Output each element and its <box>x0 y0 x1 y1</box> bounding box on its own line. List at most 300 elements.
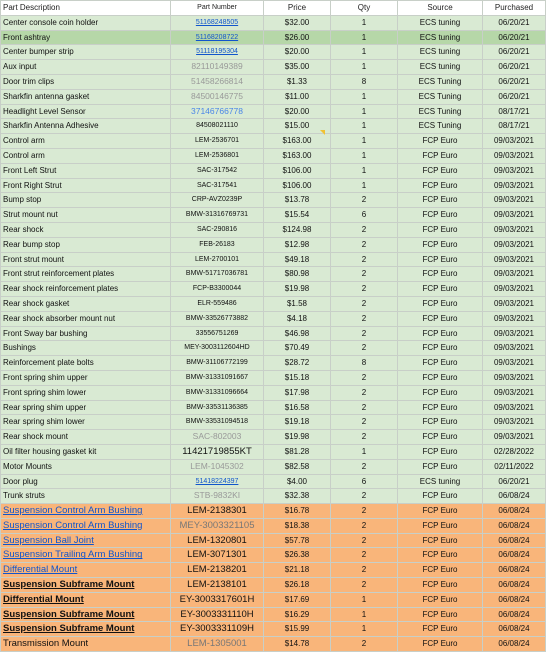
price-cell[interactable]: $124.98 <box>264 222 331 237</box>
qty-cell[interactable]: 2 <box>331 311 398 326</box>
table-row <box>1 119 546 134</box>
price-cell[interactable]: $19.18 <box>264 415 331 430</box>
part-description-cell[interactable]: Rear spring shim lower <box>1 415 171 430</box>
qty-cell[interactable]: 2 <box>331 637 398 652</box>
qty-cell[interactable]: 1 <box>331 178 398 193</box>
table-row <box>1 282 546 297</box>
source-cell[interactable]: FCP Euro <box>398 430 483 445</box>
part-number-cell[interactable]: BMW-33531136385 <box>171 400 264 415</box>
purchased-cell[interactable]: 09/03/2021 <box>483 282 546 297</box>
source-cell[interactable]: FCP Euro <box>398 548 483 563</box>
source-cell[interactable]: FCP Euro <box>398 518 483 533</box>
purchased-cell[interactable]: 06/20/21 <box>483 89 546 104</box>
qty-cell[interactable]: 1 <box>331 104 398 119</box>
price-cell[interactable]: $32.00 <box>264 15 331 30</box>
source-cell[interactable]: FCP Euro <box>398 267 483 282</box>
source-cell[interactable]: ECS Tuning <box>398 89 483 104</box>
part-description-cell[interactable]: Suspension Control Arm Bushing <box>1 518 171 533</box>
purchased-cell[interactable]: 06/08/24 <box>483 504 546 519</box>
source-cell[interactable]: FCP Euro <box>398 489 483 504</box>
qty-cell[interactable]: 1 <box>331 89 398 104</box>
part-description-cell[interactable]: Rear bump stop <box>1 237 171 252</box>
part-number-cell[interactable]: LEM-2536701 <box>171 134 264 149</box>
price-cell[interactable]: $26.00 <box>264 30 331 45</box>
purchased-cell[interactable]: 09/03/2021 <box>483 163 546 178</box>
part-number-cell[interactable]: 11421719855KT <box>171 444 264 459</box>
qty-cell[interactable]: 2 <box>331 370 398 385</box>
qty-cell[interactable]: 1 <box>331 134 398 149</box>
part-description-cell[interactable]: Strut mount nut <box>1 208 171 223</box>
qty-cell[interactable]: 6 <box>331 208 398 223</box>
source-cell[interactable]: FCP Euro <box>398 533 483 548</box>
part-description-cell[interactable]: Suspension Ball Joint <box>1 533 171 548</box>
part-number-cell[interactable]: LEM-3071301 <box>171 548 264 563</box>
qty-cell[interactable]: 1 <box>331 45 398 60</box>
price-cell[interactable]: $12.98 <box>264 237 331 252</box>
price-cell[interactable]: $32.38 <box>264 489 331 504</box>
part-description-cell[interactable]: Bump stop <box>1 193 171 208</box>
source-cell[interactable]: ECS tuning <box>398 60 483 75</box>
table-row <box>1 237 546 252</box>
qty-cell[interactable]: 2 <box>331 267 398 282</box>
purchased-cell[interactable]: 09/03/2021 <box>483 252 546 267</box>
source-cell[interactable]: FCP Euro <box>398 592 483 607</box>
part-number-cell[interactable]: 84508021110 <box>171 119 264 134</box>
price-cell[interactable]: $26.38 <box>264 548 331 563</box>
part-description-cell[interactable]: Front Sway bar bushing <box>1 326 171 341</box>
source-cell[interactable]: FCP Euro <box>398 326 483 341</box>
qty-cell[interactable]: 2 <box>331 430 398 445</box>
part-number-cell[interactable]: 84500146775 <box>171 89 264 104</box>
purchased-cell[interactable]: 09/03/2021 <box>483 385 546 400</box>
part-description-cell[interactable]: Sharkfin Antenna Adhesive <box>1 119 171 134</box>
qty-cell[interactable]: 2 <box>331 563 398 578</box>
table-row <box>1 45 546 60</box>
source-cell[interactable]: FCP Euro <box>398 222 483 237</box>
source-cell[interactable]: FCP Euro <box>398 415 483 430</box>
qty-cell[interactable]: 1 <box>331 444 398 459</box>
price-cell[interactable]: $20.00 <box>264 104 331 119</box>
header-price[interactable]: Price <box>264 1 331 16</box>
price-cell[interactable]: $15.00 <box>264 119 331 134</box>
part-description-cell[interactable]: Rear shock absorber mount nut <box>1 311 171 326</box>
source-cell[interactable]: FCP Euro <box>398 193 483 208</box>
purchased-cell[interactable]: 09/03/2021 <box>483 208 546 223</box>
part-number-cell[interactable]: EY-3003317601H <box>171 592 264 607</box>
part-description-cell[interactable]: Front spring shim upper <box>1 370 171 385</box>
table-row <box>1 30 546 45</box>
qty-cell[interactable]: 2 <box>331 400 398 415</box>
part-description-cell[interactable]: Center console coin holder <box>1 15 171 30</box>
qty-cell[interactable]: 2 <box>331 504 398 519</box>
purchased-cell[interactable]: 09/03/2021 <box>483 178 546 193</box>
table-row <box>1 341 546 356</box>
purchased-cell[interactable]: 08/17/21 <box>483 104 546 119</box>
purchased-cell[interactable]: 06/08/24 <box>483 518 546 533</box>
table-row <box>1 89 546 104</box>
part-number-cell[interactable]: 37146766778 <box>171 104 264 119</box>
table-row <box>1 592 546 607</box>
part-description-cell[interactable]: Headlight Level Sensor <box>1 104 171 119</box>
header-purchased[interactable]: Purchased <box>483 1 546 16</box>
table-row <box>1 607 546 622</box>
price-cell[interactable]: $106.00 <box>264 163 331 178</box>
table-row <box>1 148 546 163</box>
purchased-cell[interactable]: 06/08/24 <box>483 563 546 578</box>
purchased-cell[interactable]: 06/20/21 <box>483 474 546 489</box>
part-description-cell[interactable]: Suspension Trailing Arm Bushing <box>1 548 171 563</box>
price-cell[interactable]: $19.98 <box>264 282 331 297</box>
price-cell[interactable]: $46.98 <box>264 326 331 341</box>
part-description-cell[interactable]: Differential Mount <box>1 563 171 578</box>
part-number-cell[interactable]: CRP-AVZ0239P <box>171 193 264 208</box>
table-row <box>1 474 546 489</box>
purchased-cell[interactable]: 09/03/2021 <box>483 370 546 385</box>
part-description-cell[interactable]: Reinforcement plate bolts <box>1 356 171 371</box>
qty-cell[interactable]: 2 <box>331 237 398 252</box>
purchased-cell[interactable]: 09/03/2021 <box>483 193 546 208</box>
source-cell[interactable]: FCP Euro <box>398 385 483 400</box>
part-number-cell[interactable]: 51168208722 <box>171 30 264 45</box>
price-cell[interactable]: $17.69 <box>264 592 331 607</box>
qty-cell[interactable]: 2 <box>331 222 398 237</box>
part-number-cell[interactable]: BMW-31331091667 <box>171 370 264 385</box>
table-row <box>1 459 546 474</box>
source-cell[interactable]: ECS Tuning <box>398 119 483 134</box>
part-number-cell[interactable]: MEY-3003112604HD <box>171 341 264 356</box>
part-description-cell[interactable]: Suspension Control Arm Bushing <box>1 504 171 519</box>
source-cell[interactable]: ECS Tuning <box>398 104 483 119</box>
price-cell[interactable]: $1.58 <box>264 296 331 311</box>
purchased-cell[interactable]: 06/08/24 <box>483 548 546 563</box>
qty-cell[interactable]: 2 <box>331 459 398 474</box>
part-description-cell[interactable]: Aux input <box>1 60 171 75</box>
part-number-cell[interactable]: LEM-2138101 <box>171 578 264 593</box>
purchased-cell[interactable]: 06/20/21 <box>483 30 546 45</box>
price-cell[interactable]: $16.29 <box>264 607 331 622</box>
part-number-cell[interactable]: SAC-802003 <box>171 430 264 445</box>
price-cell[interactable]: $57.78 <box>264 533 331 548</box>
table-row <box>1 415 546 430</box>
price-cell[interactable]: $15.54 <box>264 208 331 223</box>
part-number-cell[interactable]: BMW-51717036781 <box>171 267 264 282</box>
header-source[interactable]: Source <box>398 1 483 16</box>
source-cell[interactable]: ECS tuning <box>398 15 483 30</box>
source-cell[interactable]: FCP Euro <box>398 356 483 371</box>
purchased-cell[interactable]: 09/03/2021 <box>483 222 546 237</box>
part-number-cell[interactable]: LEM-1305001 <box>171 637 264 652</box>
table-row <box>1 193 546 208</box>
part-number-cell[interactable]: SAC-317542 <box>171 163 264 178</box>
table-row <box>1 548 546 563</box>
part-description-cell[interactable]: Rear shock <box>1 222 171 237</box>
qty-cell[interactable]: 1 <box>331 148 398 163</box>
part-number-cell[interactable]: BMW-33531094518 <box>171 415 264 430</box>
part-description-cell[interactable]: Door plug <box>1 474 171 489</box>
price-cell[interactable]: $81.28 <box>264 444 331 459</box>
table-row <box>1 578 546 593</box>
table-row <box>1 178 546 193</box>
table-row <box>1 504 546 519</box>
purchased-cell[interactable]: 09/03/2021 <box>483 267 546 282</box>
part-description-cell[interactable]: Suspension Subframe Mount <box>1 578 171 593</box>
purchased-cell[interactable]: 06/08/24 <box>483 489 546 504</box>
part-number-cell[interactable]: 33556751269 <box>171 326 264 341</box>
price-cell[interactable]: $26.18 <box>264 578 331 593</box>
purchased-cell[interactable]: 06/20/21 <box>483 15 546 30</box>
source-cell[interactable]: FCP Euro <box>398 341 483 356</box>
part-number-cell[interactable]: SAC-290816 <box>171 222 264 237</box>
qty-cell[interactable]: 2 <box>331 518 398 533</box>
part-number-cell[interactable]: LEM-2536801 <box>171 148 264 163</box>
source-cell[interactable]: FCP Euro <box>398 622 483 637</box>
qty-cell[interactable]: 2 <box>331 385 398 400</box>
source-cell[interactable]: ECS tuning <box>398 45 483 60</box>
price-cell[interactable]: $20.00 <box>264 45 331 60</box>
price-cell[interactable]: $13.78 <box>264 193 331 208</box>
part-description-cell[interactable]: Front strut reinforcement plates <box>1 267 171 282</box>
qty-cell[interactable]: 2 <box>331 533 398 548</box>
qty-cell[interactable]: 2 <box>331 489 398 504</box>
source-cell[interactable]: FCP Euro <box>398 163 483 178</box>
table-row <box>1 533 546 548</box>
qty-cell[interactable]: 2 <box>331 252 398 267</box>
source-cell[interactable]: FCP Euro <box>398 134 483 149</box>
price-cell[interactable]: $82.58 <box>264 459 331 474</box>
part-description-cell[interactable]: Differential Mount <box>1 592 171 607</box>
header-part-number[interactable]: Part Number <box>171 1 264 16</box>
purchased-cell[interactable]: 02/28/2022 <box>483 444 546 459</box>
purchased-cell[interactable]: 09/03/2021 <box>483 415 546 430</box>
part-description-cell[interactable]: Control arm <box>1 148 171 163</box>
price-cell[interactable]: $15.99 <box>264 622 331 637</box>
comment-flag-icon[interactable] <box>320 130 325 135</box>
qty-cell[interactable]: 2 <box>331 341 398 356</box>
qty-cell[interactable]: 2 <box>331 193 398 208</box>
price-cell[interactable]: $15.18 <box>264 370 331 385</box>
source-cell[interactable]: ECS tuning <box>398 474 483 489</box>
part-description-cell[interactable]: Rear shock gasket <box>1 296 171 311</box>
purchased-cell[interactable]: 06/08/24 <box>483 533 546 548</box>
purchased-cell[interactable]: 09/03/2021 <box>483 341 546 356</box>
part-number-cell[interactable]: FEB-26183 <box>171 237 264 252</box>
part-description-cell[interactable]: Bushings <box>1 341 171 356</box>
price-cell[interactable]: $16.78 <box>264 504 331 519</box>
purchased-cell[interactable]: 06/08/24 <box>483 592 546 607</box>
price-cell[interactable]: $35.00 <box>264 60 331 75</box>
part-number-cell[interactable]: EY-3003331110H <box>171 607 264 622</box>
source-cell[interactable]: FCP Euro <box>398 504 483 519</box>
price-cell[interactable]: $28.72 <box>264 356 331 371</box>
qty-cell[interactable]: 1 <box>331 15 398 30</box>
part-number-cell[interactable]: MEY-3003321105 <box>171 518 264 533</box>
qty-cell[interactable]: 1 <box>331 163 398 178</box>
qty-cell[interactable]: 2 <box>331 578 398 593</box>
price-cell[interactable]: $1.33 <box>264 74 331 89</box>
purchased-cell[interactable]: 09/03/2021 <box>483 148 546 163</box>
part-number-cell[interactable]: 82110149389 <box>171 60 264 75</box>
price-cell[interactable]: $106.00 <box>264 178 331 193</box>
qty-cell[interactable]: 8 <box>331 74 398 89</box>
table-row <box>1 430 546 445</box>
part-description-cell[interactable]: Oil filter housing gasket kit <box>1 444 171 459</box>
part-number-cell[interactable]: 51418224397 <box>171 474 264 489</box>
price-cell[interactable]: $80.98 <box>264 267 331 282</box>
qty-cell[interactable]: 6 <box>331 474 398 489</box>
price-cell[interactable]: $19.98 <box>264 430 331 445</box>
header-row <box>1 1 546 16</box>
qty-cell[interactable]: 2 <box>331 326 398 341</box>
purchased-cell[interactable]: 06/08/24 <box>483 622 546 637</box>
part-number-cell[interactable]: EY-3003331109H <box>171 622 264 637</box>
source-cell[interactable]: FCP Euro <box>398 400 483 415</box>
price-cell[interactable]: $49.18 <box>264 252 331 267</box>
purchased-cell[interactable]: 06/08/24 <box>483 607 546 622</box>
qty-cell[interactable]: 2 <box>331 548 398 563</box>
qty-cell[interactable]: 2 <box>331 282 398 297</box>
part-description-cell[interactable]: Rear spring shim upper <box>1 400 171 415</box>
price-cell[interactable]: $16.58 <box>264 400 331 415</box>
qty-cell[interactable]: 1 <box>331 622 398 637</box>
part-description-cell[interactable]: Front Left Strut <box>1 163 171 178</box>
part-description-cell[interactable]: Rear shock mount <box>1 430 171 445</box>
part-number-cell[interactable]: LEM-1320801 <box>171 533 264 548</box>
qty-cell[interactable]: 1 <box>331 592 398 607</box>
header-part-description[interactable]: Part Description <box>1 1 171 16</box>
source-cell[interactable]: FCP Euro <box>398 178 483 193</box>
purchased-cell[interactable]: 09/03/2021 <box>483 430 546 445</box>
purchased-cell[interactable]: 02/11/2022 <box>483 459 546 474</box>
price-cell[interactable]: $14.78 <box>264 637 331 652</box>
source-cell[interactable]: FCP Euro <box>398 282 483 297</box>
source-cell[interactable]: FCP Euro <box>398 237 483 252</box>
part-number-cell[interactable]: LEM-1045302 <box>171 459 264 474</box>
source-cell[interactable]: FCP Euro <box>398 444 483 459</box>
source-cell[interactable]: FCP Euro <box>398 252 483 267</box>
part-number-cell[interactable]: BMW-31316769731 <box>171 208 264 223</box>
qty-cell[interactable]: 8 <box>331 356 398 371</box>
source-cell[interactable]: ECS tuning <box>398 30 483 45</box>
price-cell[interactable]: $11.00 <box>264 89 331 104</box>
purchased-cell[interactable]: 06/08/24 <box>483 637 546 652</box>
price-cell[interactable]: $4.18 <box>264 311 331 326</box>
purchased-cell[interactable]: 09/03/2021 <box>483 326 546 341</box>
part-number-cell[interactable]: 51458266814 <box>171 74 264 89</box>
part-number-cell[interactable]: LEM-2138201 <box>171 563 264 578</box>
part-number-cell[interactable]: STB-9832KI <box>171 489 264 504</box>
part-description-cell[interactable]: Sharkfin antenna gasket <box>1 89 171 104</box>
part-description-cell[interactable]: Trunk struts <box>1 489 171 504</box>
part-number-cell[interactable]: BMW-31106772199 <box>171 356 264 371</box>
table-row <box>1 267 546 282</box>
source-cell[interactable]: FCP Euro <box>398 607 483 622</box>
purchased-cell[interactable]: 09/03/2021 <box>483 400 546 415</box>
part-description-cell[interactable]: Transmission Mount <box>1 637 171 652</box>
table-row <box>1 311 546 326</box>
table-row <box>1 385 546 400</box>
purchased-cell[interactable]: 06/20/21 <box>483 74 546 89</box>
source-cell[interactable]: FCP Euro <box>398 370 483 385</box>
table-row <box>1 222 546 237</box>
price-cell[interactable]: $163.00 <box>264 148 331 163</box>
part-description-cell[interactable]: Door trim clips <box>1 74 171 89</box>
table-row <box>1 104 546 119</box>
source-cell[interactable]: ECS Tuning <box>398 74 483 89</box>
purchased-cell[interactable]: 09/03/2021 <box>483 296 546 311</box>
purchased-cell[interactable]: 09/03/2021 <box>483 134 546 149</box>
part-description-cell[interactable]: Rear shock reinforcement plates <box>1 282 171 297</box>
table-row <box>1 163 546 178</box>
table-row <box>1 563 546 578</box>
table-row <box>1 444 546 459</box>
part-number-cell[interactable]: BMW-33526773882 <box>171 311 264 326</box>
source-cell[interactable]: FCP Euro <box>398 637 483 652</box>
part-number-cell[interactable]: LEM-2700101 <box>171 252 264 267</box>
purchased-cell[interactable]: 06/20/21 <box>483 45 546 60</box>
source-cell[interactable]: FCP Euro <box>398 459 483 474</box>
table-row <box>1 252 546 267</box>
part-description-cell[interactable]: Control arm <box>1 134 171 149</box>
source-cell[interactable]: FCP Euro <box>398 578 483 593</box>
purchased-cell[interactable]: 09/03/2021 <box>483 356 546 371</box>
source-cell[interactable]: FCP Euro <box>398 208 483 223</box>
part-number-cell[interactable]: 51118195304 <box>171 45 264 60</box>
part-description-cell[interactable]: Center bumper strip <box>1 45 171 60</box>
qty-cell[interactable]: 1 <box>331 119 398 134</box>
qty-cell[interactable]: 2 <box>331 296 398 311</box>
table-row <box>1 134 546 149</box>
table-row <box>1 637 546 652</box>
source-cell[interactable]: FCP Euro <box>398 296 483 311</box>
part-number-cell[interactable]: LEM-2138301 <box>171 504 264 519</box>
table-row <box>1 400 546 415</box>
table-body <box>1 15 546 651</box>
part-description-cell[interactable]: Suspension Subframe Mount <box>1 622 171 637</box>
part-description-cell[interactable]: Front ashtray <box>1 30 171 45</box>
part-description-cell[interactable]: Motor Mounts <box>1 459 171 474</box>
purchased-cell[interactable]: 09/03/2021 <box>483 311 546 326</box>
source-cell[interactable]: FCP Euro <box>398 563 483 578</box>
part-number-cell[interactable]: SAC-317541 <box>171 178 264 193</box>
part-description-cell[interactable]: Front Right Strut <box>1 178 171 193</box>
qty-cell[interactable]: 1 <box>331 30 398 45</box>
part-description-cell[interactable]: Front strut mount <box>1 252 171 267</box>
source-cell[interactable]: FCP Euro <box>398 311 483 326</box>
qty-cell[interactable]: 1 <box>331 607 398 622</box>
price-cell[interactable]: $17.98 <box>264 385 331 400</box>
qty-cell[interactable]: 1 <box>331 60 398 75</box>
header-qty[interactable]: Qty <box>331 1 398 16</box>
part-number-cell[interactable]: ELR-559486 <box>171 296 264 311</box>
price-cell[interactable]: $4.00 <box>264 474 331 489</box>
part-number-cell[interactable]: FCP-B3300044 <box>171 282 264 297</box>
price-cell[interactable]: $70.49 <box>264 341 331 356</box>
price-cell[interactable]: $18.38 <box>264 518 331 533</box>
part-description-cell[interactable]: Front spring shim lower <box>1 385 171 400</box>
part-description-cell[interactable]: Suspension Subframe Mount <box>1 607 171 622</box>
price-cell[interactable]: $21.18 <box>264 563 331 578</box>
price-cell[interactable]: $163.00 <box>264 134 331 149</box>
part-number-cell[interactable]: BMW-31331096664 <box>171 385 264 400</box>
purchased-cell[interactable]: 06/20/21 <box>483 60 546 75</box>
source-cell[interactable]: FCP Euro <box>398 148 483 163</box>
part-number-cell[interactable]: 51168248505 <box>171 15 264 30</box>
purchased-cell[interactable]: 09/03/2021 <box>483 237 546 252</box>
table-row <box>1 208 546 223</box>
purchased-cell[interactable]: 06/08/24 <box>483 578 546 593</box>
qty-cell[interactable]: 2 <box>331 415 398 430</box>
purchased-cell[interactable]: 08/17/21 <box>483 119 546 134</box>
